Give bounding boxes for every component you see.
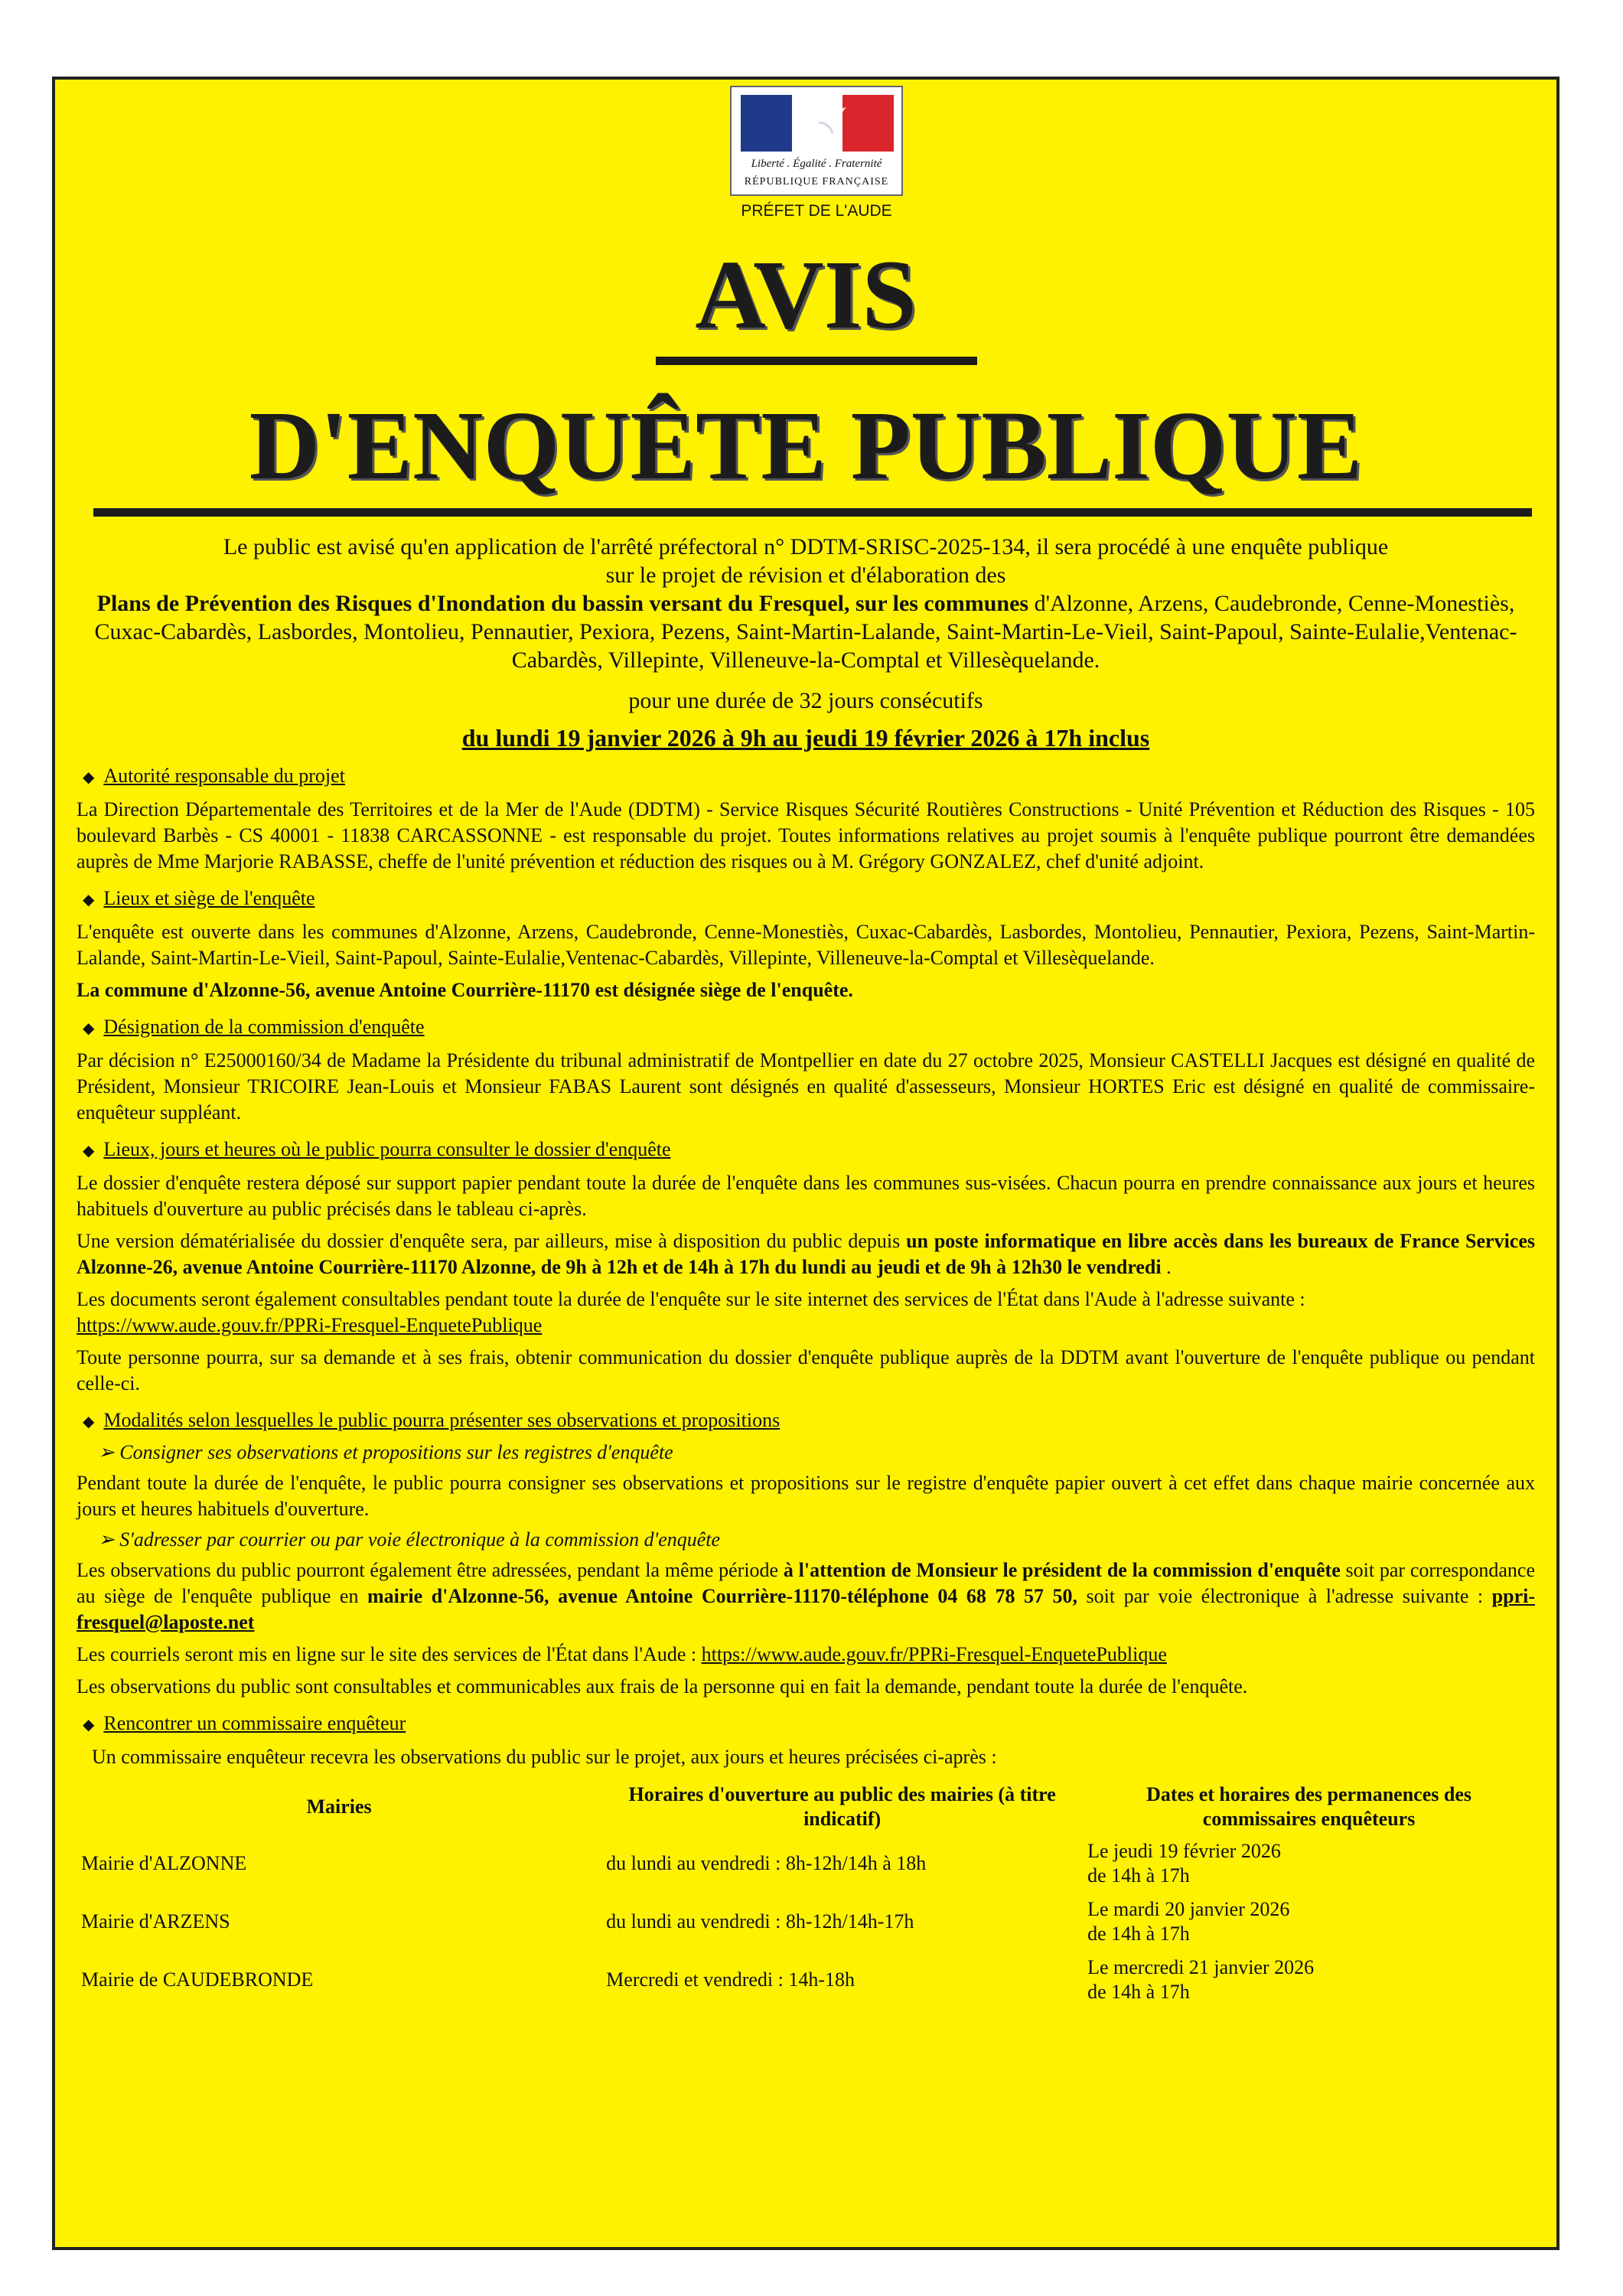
section-rencontrer: [83, 1711, 1535, 1738]
consultation-p1: Le dossier d'enquête restera déposé sur support papier pendant toute la durée de l'enquête dans les communes sus-visées. Chacun pourra en prendre connaissance aux jours et heures habituels d'ouverture au public précisés dans le tableau ci-après.: [77, 1172, 1535, 1220]
marianne-profile-icon: [771, 99, 863, 148]
table-cell-horaires: Mercredi et vendredi : 14h-18h: [606, 1968, 855, 1991]
notice-body: [55, 533, 1556, 2009]
commission-text: Par décision n° E25000160/34 de Madame la Présidente du tribunal administratif de Montpellier en date du 27 octobre 2025, Monsieur CASTELLI Jacques est désigné en qualité de Président, Monsieur TRICOIRE Jean-Louis et Monsieur FABAS Laurent sont désignés en qualité d'assesseurs, Monsieur HORTES Eric est désigné en qualité de commissaire-enquêteur suppléant.: [77, 1049, 1535, 1124]
table-cell-horaires: du lundi au vendredi : 8h-12h/14h-17h: [606, 1910, 914, 1932]
section-commission: [83, 1014, 1535, 1042]
table-cell-mairie: Mairie de CAUDEBRONDE: [81, 1968, 314, 1991]
permanence-date: Le mardi 20 janvier 2026: [1087, 1898, 1290, 1920]
table-header-row: [77, 1779, 1535, 1835]
consultation-p2-bold: un poste informatique en libre accès dans les bureaux de France Services Alzonne-26, avenue Antoine Courrière-11170 Alzonne, de 9h à 12h et de 14h à 17h du lundi au jeudi et de 9h à 12h30 le vendredi: [77, 1230, 1536, 1278]
modalites-p4: Les observations du public sont consultables et communicables aux frais de la personne qui en fait la demande, pendant toute la durée de l'enquête.: [77, 1675, 1248, 1698]
arrow-bullet-icon: ➢: [98, 1528, 120, 1551]
email-link[interactable]: ppri-fresquel@laposte.net: [77, 1585, 1536, 1633]
permanence-heure: de 14h à 17h: [1087, 1923, 1190, 1945]
table-header-permanences: Dates et horaires des permanences des commissaires enquêteurs: [1146, 1783, 1471, 1830]
table-cell-permanence: [1083, 1951, 1535, 2009]
table-row: [77, 1835, 1535, 1893]
table-row: [77, 1893, 1535, 1951]
table-cell-mairie: Mairie d'ALZONNE: [81, 1852, 247, 1874]
table-cell-permanence: [1083, 1835, 1535, 1893]
website-link[interactable]: https://www.aude.gouv.fr/PPRi-Fresquel-EnquetePublique: [77, 1314, 543, 1336]
logo-republique: RÉPUBLIQUE FRANÇAISE: [744, 176, 889, 188]
header: [721, 86, 912, 220]
permanence-heure: de 14h à 17h: [1087, 1981, 1190, 2003]
rencontrer-text: Un commissaire enquêteur recevra les observations du public sur le projet, aux jours et heures précisées ci-après :: [92, 1746, 997, 1768]
logo-motto: Liberté . Égalité . Fraternité: [751, 158, 882, 170]
modalites-p2-mid2: soit par voie électronique à l'adresse suivante :: [1077, 1585, 1492, 1607]
modalites-p3: [77, 1642, 1535, 1668]
website-link-2[interactable]: https://www.aude.gouv.fr/PPRi-Fresquel-EnquetePublique: [701, 1643, 1167, 1665]
modalites-sub2-text: S'adresser par courrier ou par voie électronique à la commission d'enquête: [119, 1528, 721, 1551]
modalites-sub1: [98, 1441, 1535, 1464]
modalites-p1: Pendant toute la durée de l'enquête, le public pourra consigner ses observations et propositions sur le registre d'enquête papier ouvert à cet effet dans chaque mairie concernée aux jours et heures habituels d'ouverture.: [77, 1472, 1535, 1520]
prefet-label: PRÉFET DE L'AUDE: [741, 202, 892, 220]
intro-line-1: Le public est avisé qu'en application de l'arrêté préfectoral n° DDTM-SRISC-2025-134, il sera procédé à une enquête publique: [223, 534, 1389, 559]
table-cell-permanence: [1083, 1893, 1535, 1951]
section-modalites: [83, 1407, 1535, 1435]
table-row: [77, 1951, 1535, 2009]
intro-communes: [77, 589, 1535, 674]
lieux-siege: La commune d'Alzonne-56, avenue Antoine Courrière-11170 est désignée siège de l'enquête.: [77, 979, 853, 1001]
consultation-p3: [77, 1287, 1535, 1339]
intro-duration: pour une durée de 32 jours consécutifs: [628, 688, 983, 713]
section-title: Rencontrer un commissaire enquêteur: [103, 1712, 406, 1734]
intro-dates: du lundi 19 janvier 2026 à 9h au jeudi 19 février 2026 à 17h inclus: [461, 724, 1150, 752]
modalites-sub1-text: Consigner ses observations et propositions sur les registres d'enquête: [119, 1441, 673, 1463]
table-header-horaires: Horaires d'ouverture au public des mairies (à titre indicatif): [628, 1783, 1056, 1830]
autorite-text: La Direction Départementale des Territoires et de la Mer de l'Aude (DDTM) - Service Risques Sécurité Routières Constructions - Unité Prévention et Réduction des Risques - 105 boulevard Barbès - CS 40001 - 11838 CARCASSONNE - est responsable du projet. Toutes informations relatives au projet soumis à l'enquête publique pourront être demandées auprès de Mme Marjorie RABASSE, cheffe de l'unité prévention et réduction des risques ou à M. Grégory GONZALEZ, chef d'unité adjoint.: [77, 798, 1535, 872]
section-title: Lieux et siège de l'enquête: [103, 887, 315, 909]
section-lieux: [83, 885, 1535, 913]
section-title: Lieux, jours et heures où le public pourra consulter le dossier d'enquête: [103, 1138, 671, 1160]
intro-plan: Plans de Prévention des Risques d'Inondation du bassin versant du Fresquel, sur les communes: [96, 591, 1029, 616]
marianne-logo: [730, 86, 903, 196]
modalites-p2-start: Les observations du public pourront également être adressées, pendant la même période: [77, 1559, 784, 1581]
diamond-bullet-icon: ◆: [83, 1143, 95, 1159]
permanence-heure: de 14h à 17h: [1087, 1864, 1190, 1887]
section-consultation: [83, 1137, 1535, 1164]
diamond-bullet-icon: ◆: [83, 769, 95, 786]
modalites-p2-bold1: à l'attention de Monsieur le président de la commission d'enquête: [783, 1559, 1341, 1581]
arrow-bullet-icon: ➢: [98, 1441, 120, 1463]
tricolor-flag-icon: [741, 95, 894, 152]
lieux-text: L'enquête est ouverte dans les communes d'Alzonne, Arzens, Caudebronde, Cenne-Monestiès, Cuxac-Cabardès, Lasbordes, Montolieu, Pennautier, Pexiora, Pezens, Saint-Martin-Lalande, Saint-Martin-Le-Vieil, Saint-Papoul, Sainte-Eulalie,Ventenac-Cabardès, Villepinte, Villeneuve-la-Comptal et Villesèquelande.: [77, 921, 1535, 969]
consultation-p3-text: Les documents seront également consultables pendant toute la durée de l'enquête sur le site internet des services de l'État dans l'Aude à l'adresse suivante :: [77, 1288, 1305, 1310]
modalites-p2-mid: soit par correspondance au siège de l'enquête publique en: [77, 1559, 1535, 1607]
consultation-p2-end: .: [1161, 1256, 1172, 1278]
intro-communes-list: d'Alzonne, Arzens, Caudebronde, Cenne-Monestiès, Cuxac-Cabardès, Lasbordes, Montolieu, Pennautier, Pexiora, Pezens, Saint-Martin-Lalande, Saint-Martin-Le-Vieil, Saint-Papoul, Sainte-Eulalie,Ventenac-Cabardès, Villepinte, Villeneuve-la-Comptal et Villesèquelande.: [94, 591, 1517, 673]
section-autorite: [83, 763, 1535, 791]
diamond-bullet-icon: ◆: [83, 1414, 95, 1430]
consultation-p2-start: Une version dématérialisée du dossier d'enquête sera, par ailleurs, mise à disposition du public depuis: [77, 1230, 907, 1252]
intro-line-2: sur le projet de révision et d'élaboration des: [605, 563, 1006, 588]
modalites-p3-text: Les courriels seront mis en ligne sur le site des services de l'État dans l'Aude :: [77, 1643, 697, 1665]
diamond-bullet-icon: ◆: [83, 892, 95, 908]
title-underline-1: [656, 357, 977, 365]
section-title: Désignation de la commission d'enquête: [103, 1016, 425, 1038]
title-enquete-publique: D'ENQUÊTE PUBLIQUE: [249, 391, 1363, 500]
permanence-date: Le jeudi 19 février 2026: [1087, 1840, 1281, 1862]
modalites-p2: [77, 1557, 1535, 1636]
title-avis: AVIS: [695, 240, 917, 349]
permanences-table: [77, 1779, 1535, 2009]
diamond-bullet-icon: ◆: [83, 1020, 95, 1037]
section-title: Modalités selon lesquelles le public pourra présenter ses observations et propositions: [103, 1409, 781, 1431]
modalites-p2-bold2: mairie d'Alzonne-56, avenue Antoine Courrière-11170-téléphone 04 68 78 57 50,: [367, 1585, 1078, 1607]
permanence-date: Le mercredi 21 janvier 2026: [1087, 1956, 1315, 1978]
modalites-sub2: [98, 1528, 1535, 1551]
consultation-p2: [77, 1228, 1535, 1280]
title-underline-2: [93, 508, 1532, 517]
diamond-bullet-icon: ◆: [83, 1717, 95, 1733]
table-cell-mairie: Mairie d'ARZENS: [81, 1910, 230, 1932]
consultation-p4: Toute personne pourra, sur sa demande et à ses frais, obtenir communication du dossier d'enquête publique auprès de la DDTM avant l'ouverture de l'enquête publique ou pendant celle-ci.: [77, 1346, 1535, 1394]
section-title: Autorité responsable du projet: [103, 765, 345, 787]
poster: [52, 77, 1559, 2250]
table-header-mairies: Mairies: [306, 1795, 372, 1818]
table-cell-horaires: du lundi au vendredi : 8h-12h/14h à 18h: [606, 1852, 927, 1874]
